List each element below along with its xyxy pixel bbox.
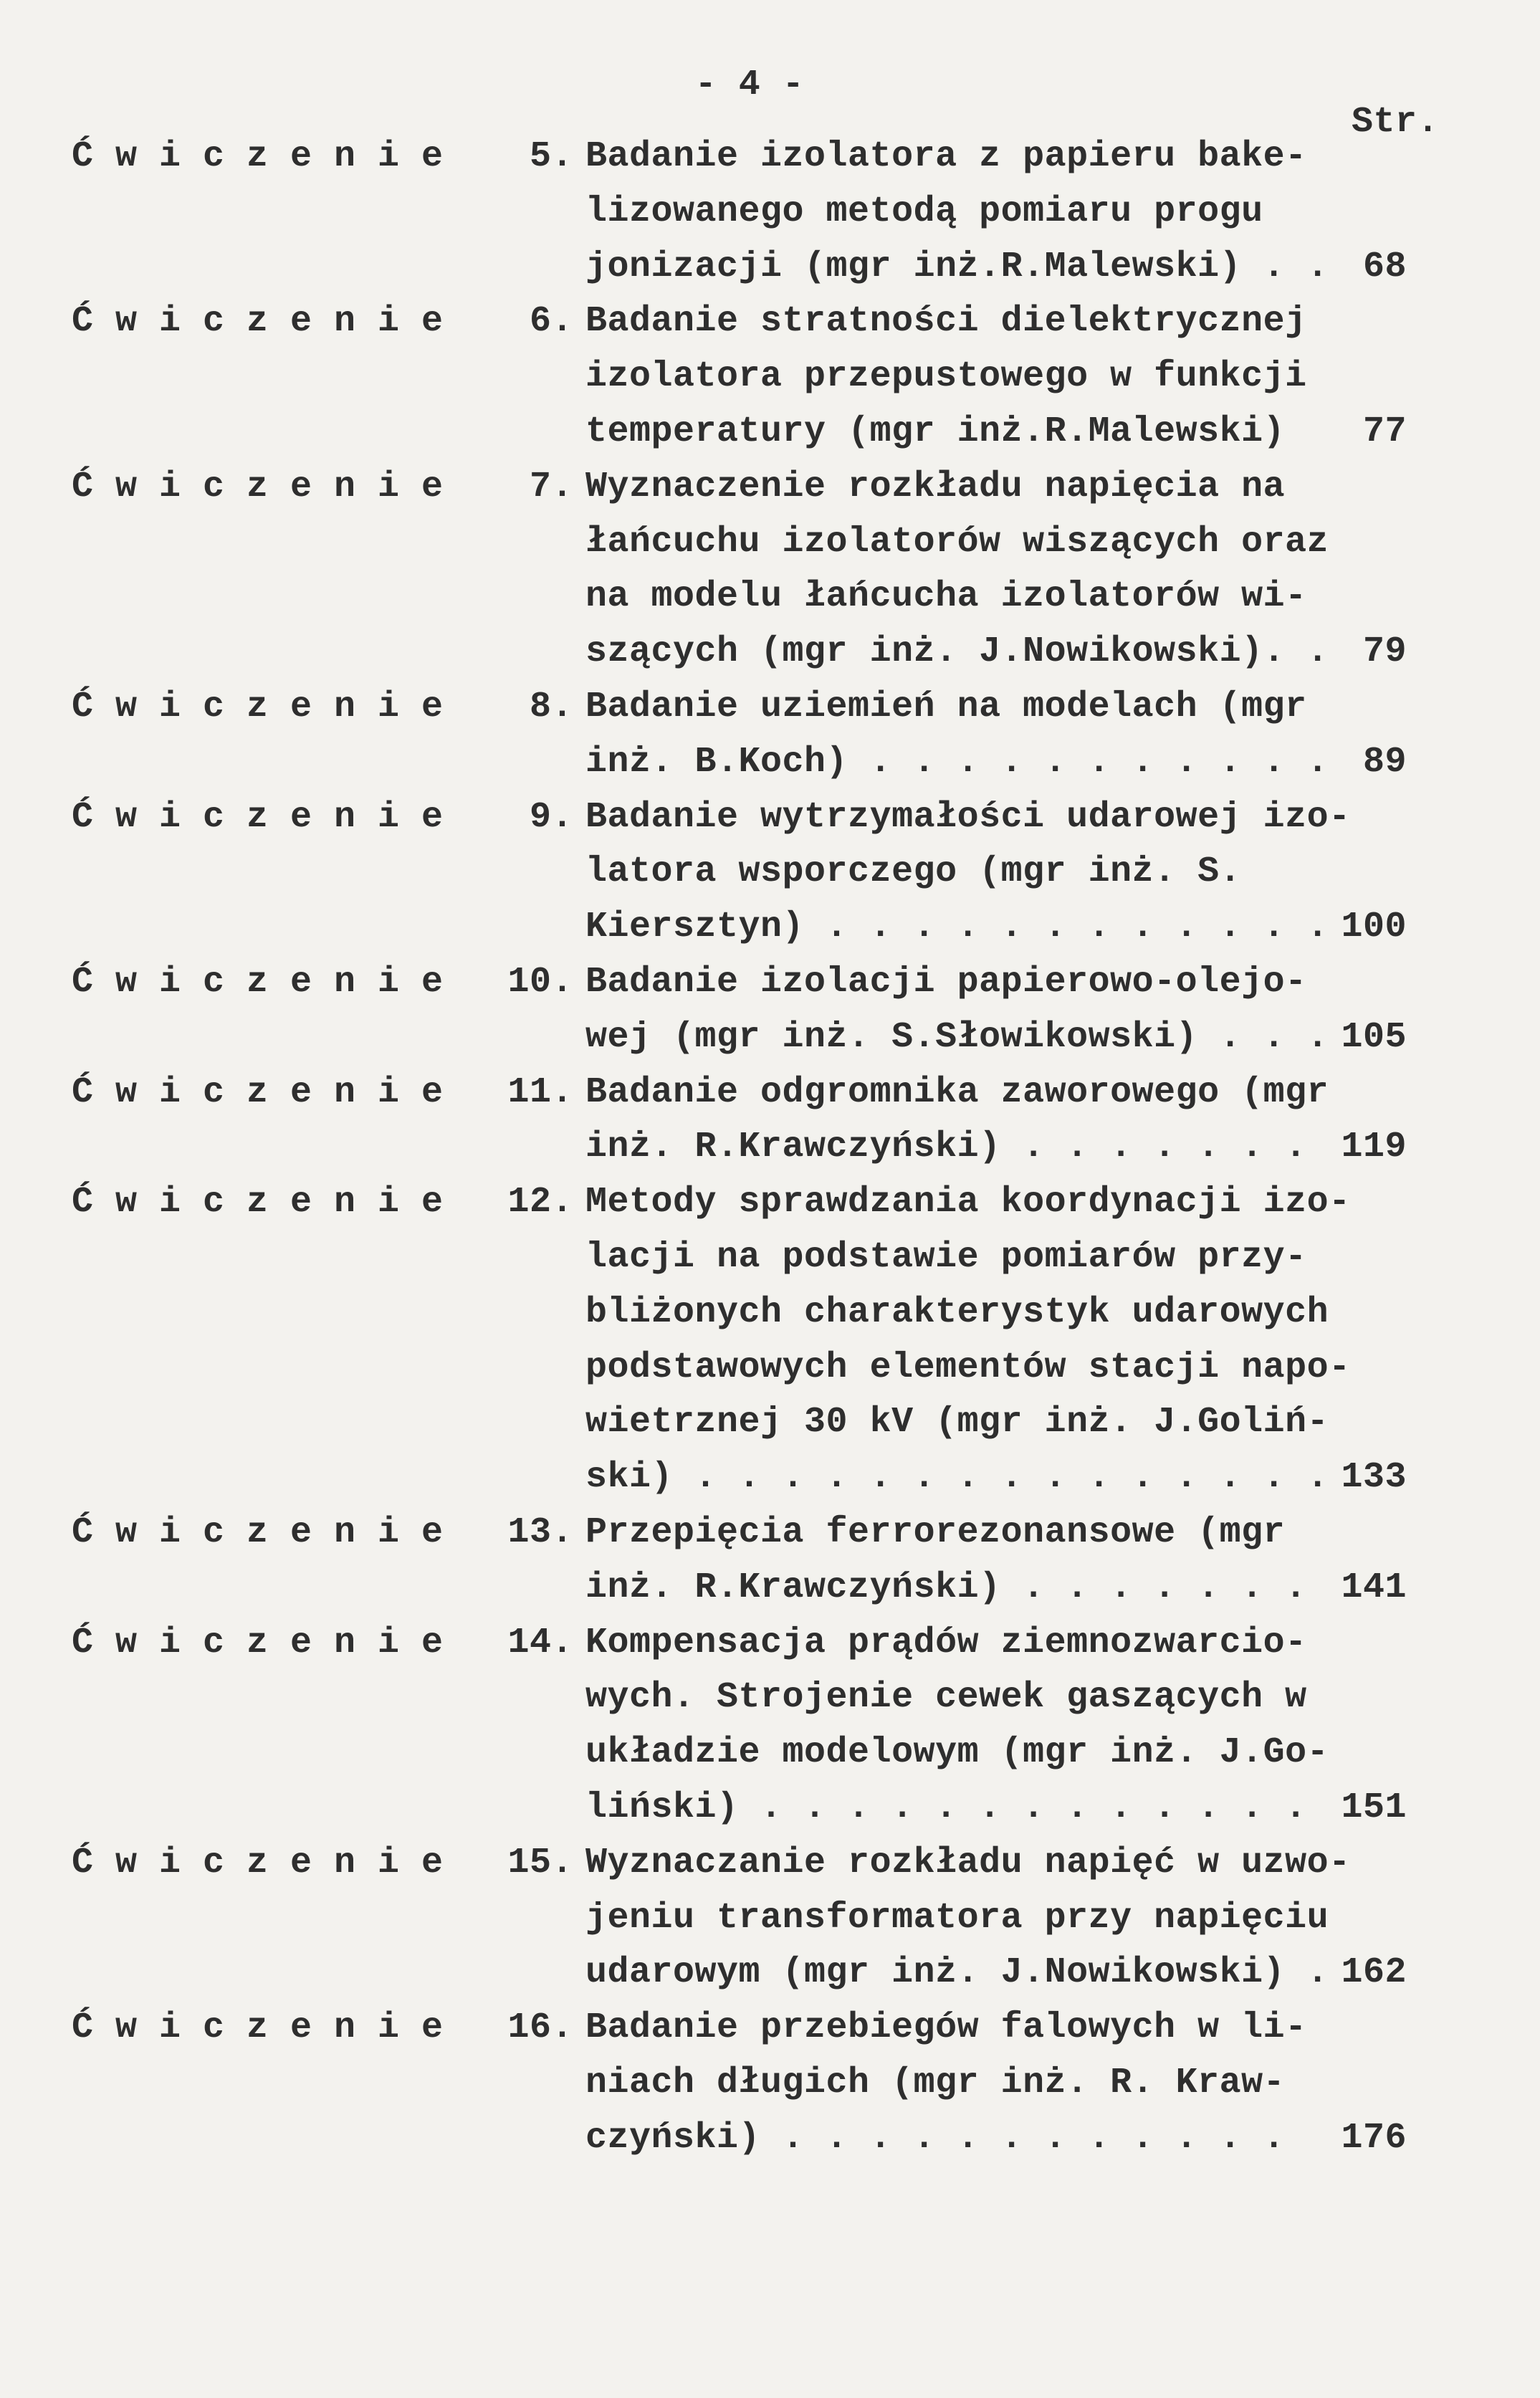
entry-page-number: 119 <box>1341 1127 1407 1168</box>
entry-page-number: 162 <box>1341 1952 1407 1994</box>
entry-page-number: 89 <box>1362 741 1407 783</box>
entry-label: Ćwiczenie <box>72 1622 466 1663</box>
entry-title-line: Badanie wytrzymałości udarowej izo- <box>585 796 1351 838</box>
entry-number: 5. <box>529 136 573 177</box>
entry-title-line: latora wsporczego (mgr inż. S. <box>585 851 1242 893</box>
entry-label: Ćwiczenie <box>72 136 466 177</box>
entry-title-line: lizowanego metodą pomiaru progu <box>585 191 1263 232</box>
entry-page-number: 176 <box>1341 2117 1407 2159</box>
entry-title-line: podstawowych elementów stacji napo- <box>585 1347 1351 1388</box>
entry-label: Ćwiczenie <box>72 687 466 727</box>
entry-title-line: Wyznaczanie rozkładu napięć w uzwo- <box>585 1842 1351 1883</box>
entry-label: Ćwiczenie <box>72 1182 466 1223</box>
entry-title-line: wej (mgr inż. S.Słowikowski) . . . <box>585 1016 1329 1058</box>
entry-title-line: Badanie izolatora z papieru bake- <box>585 136 1307 177</box>
entry-label: Ćwiczenie <box>72 301 466 343</box>
entry-title-line: szących (mgr inż. J.Nowikowski). . <box>585 631 1329 673</box>
entry-page-number: 100 <box>1341 907 1407 948</box>
entry-title-line: Badanie uziemień na modelach (mgr <box>585 687 1307 727</box>
entry-title-line: układzie modelowym (mgr inż. J.Go- <box>585 1732 1329 1774</box>
entry-title-line: udarowym (mgr inż. J.Nowikowski) . <box>585 1952 1329 1994</box>
entry-page-number: 141 <box>1341 1567 1407 1608</box>
entry-title-line: inż. R.Krawczyński) . . . . . . . <box>585 1567 1307 1608</box>
entry-title-line: Badanie stratności dielektrycznej <box>585 301 1307 343</box>
entry-page-number: 133 <box>1341 1457 1407 1499</box>
entry-label: Ćwiczenie <box>72 796 466 838</box>
entry-title-line: ski) . . . . . . . . . . . . . . . <box>585 1457 1329 1499</box>
entry-title-line: Kiersztyn) . . . . . . . . . . . . <box>585 907 1329 948</box>
entry-number: 6. <box>529 301 573 343</box>
entry-page-number: 151 <box>1341 1787 1407 1828</box>
entry-title-line: Badanie odgromnika zaworowego (mgr <box>585 1071 1329 1113</box>
entry-title-line: jeniu transformatora przy napięciu <box>585 1897 1329 1939</box>
entry-number: 7. <box>529 466 573 507</box>
entry-page-number: 79 <box>1362 631 1407 673</box>
entry-title-line: wych. Strojenie cewek gaszących w <box>585 1677 1307 1719</box>
entry-title-line: inż. R.Krawczyński) . . . . . . . <box>585 1127 1307 1168</box>
entry-number: 9. <box>529 796 573 838</box>
entry-number: 11. <box>507 1071 573 1113</box>
entry-title-line: Badanie przebiegów falowych w li- <box>585 2007 1307 2049</box>
page-number-header: - 4 - <box>694 65 805 105</box>
entry-number: 14. <box>507 1622 573 1663</box>
entry-title-line: Wyznaczenie rozkładu napięcia na <box>585 466 1286 507</box>
entry-title-line: wietrznej 30 kV (mgr inż. J.Goliń- <box>585 1402 1329 1443</box>
entry-title-line: na modelu łańcucha izolatorów wi- <box>585 576 1307 618</box>
entry-title-line: inż. B.Koch) . . . . . . . . . . . <box>585 741 1329 783</box>
page-column-label: Str. <box>1352 102 1440 143</box>
entry-number: 8. <box>529 687 573 727</box>
entry-title-line: izolatora przepustowego w funkcji <box>585 356 1307 398</box>
entry-title-line: czyński) . . . . . . . . . . . . <box>585 2117 1286 2159</box>
entry-title-line: lacji na podstawie pomiarów przy- <box>585 1237 1307 1278</box>
entry-label: Ćwiczenie <box>72 1071 466 1113</box>
entry-label: Ćwiczenie <box>72 962 466 1003</box>
entry-title-line: temperatury (mgr inż.R.Malewski) <box>585 411 1286 452</box>
entry-title-line: niach długich (mgr inż. R. Kraw- <box>585 2063 1286 2103</box>
entry-title-line: Przepięcia ferrorezonansowe (mgr <box>585 1512 1286 1553</box>
entry-label: Ćwiczenie <box>72 1842 466 1883</box>
entry-title-line: Kompensacja prądów ziemnozwarcio- <box>585 1622 1307 1663</box>
entry-title-line: bliżonych charakterystyk udarowych <box>585 1291 1329 1333</box>
entry-title-line: liński) . . . . . . . . . . . . . <box>585 1787 1307 1828</box>
entry-number: 12. <box>507 1182 573 1223</box>
entry-label: Ćwiczenie <box>72 2007 466 2049</box>
entry-number: 13. <box>507 1512 573 1553</box>
entry-title-line: Badanie izolacji papierowo-olejo- <box>585 962 1307 1003</box>
entry-number: 15. <box>507 1842 573 1883</box>
entry-label: Ćwiczenie <box>72 1512 466 1553</box>
entry-title-line: jonizacji (mgr inż.R.Malewski) . . <box>585 246 1329 287</box>
entry-number: 10. <box>507 962 573 1003</box>
entry-page-number: 68 <box>1362 246 1407 287</box>
entry-page-number: 105 <box>1341 1016 1407 1058</box>
entry-title-line: łańcuchu izolatorów wiszących oraz <box>585 521 1329 563</box>
entry-number: 16. <box>507 2007 573 2049</box>
entry-page-number: 77 <box>1362 411 1407 452</box>
entry-title-line: Metody sprawdzania koordynacji izo- <box>585 1182 1351 1223</box>
entry-label: Ćwiczenie <box>72 466 466 507</box>
